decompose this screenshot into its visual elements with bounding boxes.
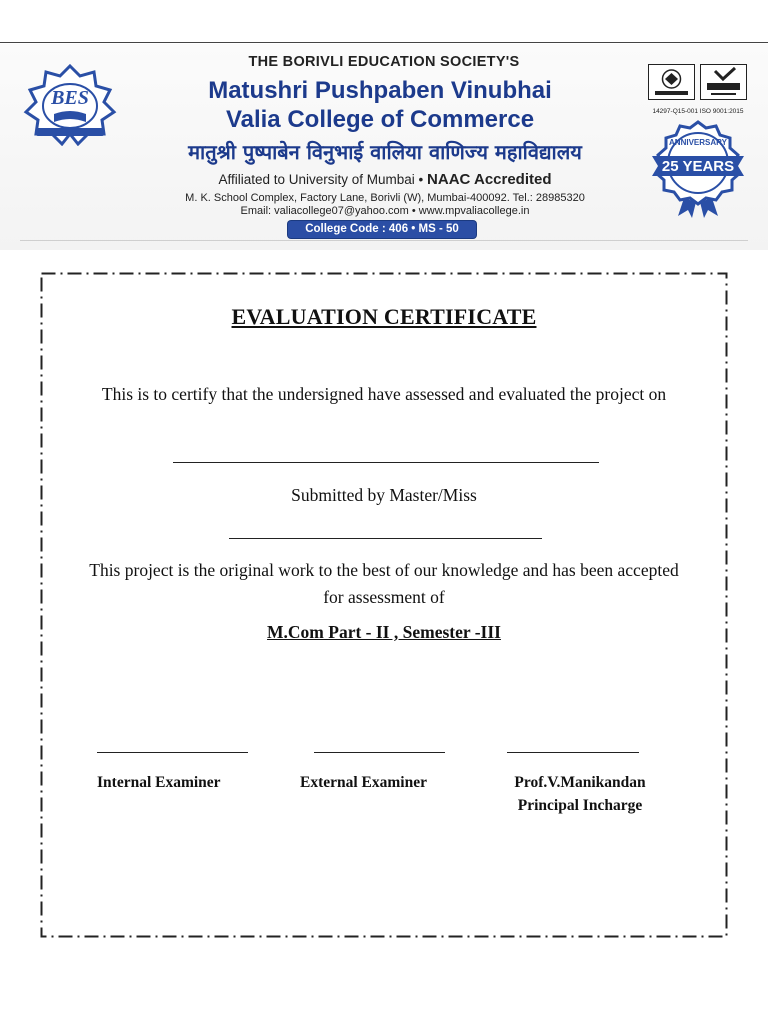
- student-name-blank: [229, 538, 542, 539]
- internal-examiner-signature-line: [97, 752, 248, 753]
- anniversary-arc-text: ANNIVERSARY: [669, 138, 727, 147]
- affiliation-text: Affiliated to University of Mumbai •: [218, 172, 424, 187]
- anniversary-text: 25 YEARS: [661, 158, 735, 175]
- letterhead-divider: [20, 240, 748, 241]
- naac-accreditation: NAAC Accredited: [427, 171, 552, 188]
- certification-badges: [648, 64, 748, 100]
- submitted-by: Submitted by Master/Miss: [291, 485, 477, 505]
- principal-signature-line: [507, 752, 639, 753]
- original-work-text: This project is the original work to the best of our knowledge and has been accepted for assessment of: [89, 560, 679, 607]
- principal-title: Principal Incharge: [517, 797, 643, 814]
- top-rule: [0, 42, 768, 43]
- internal-examiner-label: Internal Examiner: [97, 774, 221, 791]
- college-name-hindi: मातुश्री पुष्पाबेन विनुभाई वालिया वाणिज्य महाविद्यालय: [188, 140, 582, 164]
- certify-statement: [0, 381, 768, 408]
- college-code-badge: College Code : 406 • MS - 50: [288, 221, 476, 238]
- affiliation-line: [135, 171, 635, 188]
- college-address: M. K. School Complex, Factory Lane, Borivli (W), Mumbai-400092. Tel.: 28985320: [185, 192, 585, 204]
- certificate-title: EVALUATION CERTIFICATE: [231, 304, 537, 329]
- college-name-line1: Matushri Pushpaben Vinubhai: [208, 77, 552, 104]
- certify-text: This is to certify that the undersigned have assessed and evaluated the project on: [101, 384, 667, 404]
- anniversary-seal-icon: [648, 118, 748, 218]
- course-name: M.Com Part - II , Semester -III: [267, 622, 501, 642]
- original-work-statement: [0, 557, 768, 611]
- external-examiner-signature-line: [314, 752, 445, 753]
- principal-signature-block: [480, 771, 680, 817]
- college-name-line2: Valia College of Commerce: [225, 106, 535, 133]
- tuv-certification-icon: [648, 64, 695, 100]
- project-title-blank: [173, 462, 599, 463]
- certification-numbers: 14297-Q15-001 ISO 9001:2015: [652, 108, 744, 115]
- external-examiner-label: External Examiner: [300, 774, 427, 791]
- college-contact: Email: valiacollege07@yahoo.com • www.mpvaliacollege.in: [240, 205, 530, 217]
- principal-name: Prof.V.Manikandan: [514, 774, 646, 791]
- bes-logo-icon: [22, 64, 118, 146]
- letterhead: [0, 44, 768, 250]
- society-name: THE BORIVLI EDUCATION SOCIETY'S: [248, 54, 520, 70]
- ukas-certification-icon: [700, 64, 747, 100]
- logo-text: BES: [51, 87, 89, 109]
